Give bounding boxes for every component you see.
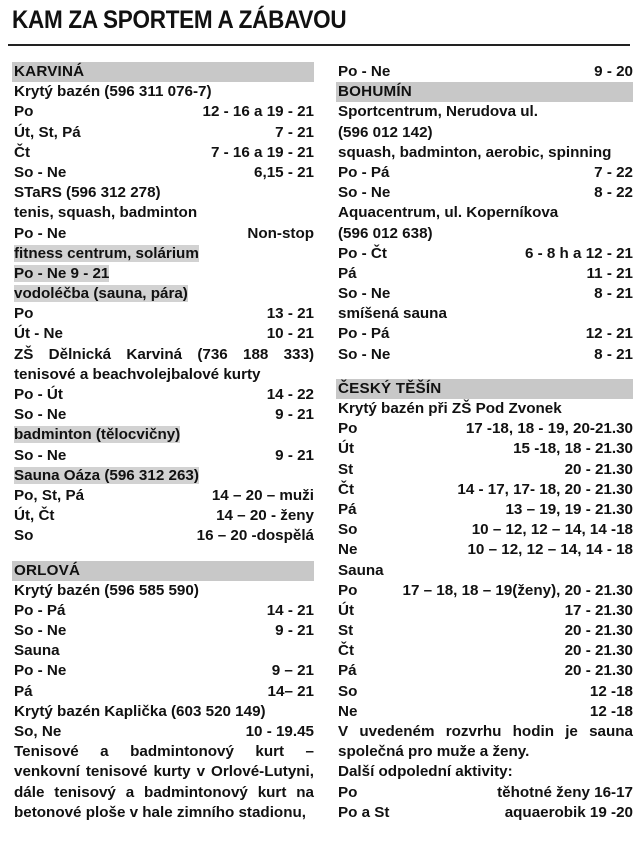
schedule-day: So - Ne	[338, 345, 391, 363]
schedule-day: Út, Čt	[14, 507, 55, 525]
schedule-time: 12 -18	[589, 702, 633, 720]
schedule-time: Non-stop	[247, 224, 314, 242]
schedule-time: 12 - 21	[585, 325, 633, 343]
schedule-row	[14, 486, 314, 506]
schedule-time: 14 - 21	[266, 601, 314, 619]
schedule-row	[338, 702, 633, 722]
schedule-row	[338, 803, 633, 823]
schedule-time: 15 -18, 18 - 21.30	[513, 440, 633, 458]
schedule-row	[338, 540, 633, 560]
schedule-row	[14, 123, 314, 143]
schedule-time: 9 – 21	[271, 662, 314, 680]
schedule-row	[14, 102, 314, 122]
schedule-time: těhotné ženy 16-17	[497, 783, 633, 801]
schedule-time: 8 - 21	[594, 285, 633, 303]
schedule-time: 8 - 22	[594, 184, 633, 202]
schedule-list	[338, 419, 633, 560]
schedule-list	[14, 722, 314, 742]
schedule-row	[338, 419, 633, 439]
schedule-row	[14, 324, 314, 344]
schedule-day: Út - Ne	[14, 325, 63, 343]
venue-name: Sauna	[14, 642, 60, 660]
schedule-list	[338, 783, 633, 823]
schedule-row	[338, 520, 633, 540]
title-divider	[8, 44, 630, 46]
schedule-day: Pá	[338, 662, 357, 680]
venue-name: Sportcentrum, Nerudova ul.	[338, 103, 538, 121]
schedule-time: 6,15 - 21	[254, 163, 314, 181]
schedule-day: Po	[338, 783, 358, 801]
schedule-row	[14, 526, 314, 546]
schedule-row	[338, 62, 633, 82]
schedule-row	[14, 661, 314, 681]
schedule-row	[338, 621, 633, 641]
schedule-day: Po	[338, 581, 358, 599]
schedule-time: aquaerobik 19 -20	[504, 803, 633, 821]
schedule-list	[338, 244, 633, 305]
page-title: KAM ZA SPORTEM A ZÁBAVOU	[12, 6, 347, 34]
venue-name: badminton (tělocvičny)	[14, 426, 181, 444]
venue-name: vodoléčba (sauna, pára)	[14, 285, 188, 303]
schedule-day: St	[338, 622, 354, 640]
schedule-day: Pá	[338, 500, 357, 518]
section-heading-cesky-tesin: ČESKÝ TĚŠÍN	[336, 379, 633, 399]
schedule-day: Po	[338, 420, 358, 438]
schedule-day: So - Ne	[338, 285, 391, 303]
schedule-row	[338, 324, 633, 344]
schedule-row	[14, 385, 314, 405]
schedule-time: 11 - 21	[586, 264, 633, 282]
schedule-list	[14, 304, 314, 344]
schedule-row	[14, 601, 314, 621]
schedule-day: Po	[14, 305, 34, 323]
schedule-day: Po	[14, 103, 34, 121]
venue-name: Krytý bazén při ZŠ Pod Zvonek	[338, 400, 562, 417]
schedule-time: 13 – 19, 19 - 21.30	[505, 500, 633, 518]
schedule-day: Út	[338, 440, 355, 458]
schedule-time: 10 – 12, 12 – 14, 14 - 18	[467, 541, 633, 559]
schedule-time: 9 - 21	[275, 406, 314, 424]
schedule-row	[338, 682, 633, 702]
schedule-row	[338, 264, 633, 284]
schedule-time: 13 - 21	[266, 305, 314, 323]
schedule-time: 12 - 16 a 19 - 21	[202, 103, 314, 121]
schedule-day: Po - Ne	[338, 63, 391, 80]
venue-name: STaRS (596 312 278)	[14, 184, 161, 202]
schedule-row	[14, 405, 314, 425]
schedule-list	[14, 385, 314, 425]
venue-name: Krytý bazén (596 311 076-7)	[14, 83, 212, 101]
schedule-day: Po a St	[338, 803, 390, 821]
venue-description: squash, badminton, aerobic, spinning	[338, 143, 612, 161]
schedule-row	[14, 621, 314, 641]
schedule-list	[14, 601, 314, 641]
schedule-time: 12 -18	[589, 682, 633, 700]
schedule-time: 20 - 21.30	[564, 642, 633, 660]
schedule-time: 16 – 20 -dospělá	[196, 527, 314, 545]
schedule-time: 10 - 21	[266, 325, 314, 343]
schedule-day: Čt	[14, 143, 31, 161]
venue-note: Tenisové a badmintonový kurt – venkovní tenisové kurty v Orlové-Lutyni, dále tenisový a badmintonový kurt na betonové ploše v hale zimního stadionu,	[14, 743, 314, 821]
schedule-time: 17 -18, 18 - 19, 20-21.30	[465, 420, 633, 438]
venue-name: Krytý bazén Kaplička (603 520 149)	[14, 702, 266, 720]
venue-name: Sauna Oáza (596 312 263)	[14, 466, 199, 484]
venue-name: Krytý bazén (596 585 590)	[14, 581, 199, 599]
schedule-row	[14, 304, 314, 324]
schedule-row	[338, 244, 633, 264]
schedule-row	[14, 682, 314, 702]
schedule-day: Ne	[338, 702, 358, 720]
schedule-list	[14, 446, 314, 466]
section-heading-karvina: KARVINÁ	[12, 62, 314, 82]
schedule-row	[14, 506, 314, 526]
schedule-time: 9 - 20	[594, 63, 633, 80]
schedule-row	[338, 439, 633, 459]
schedule-time: 8 - 21	[594, 345, 633, 363]
schedule-time: 14 - 22	[266, 386, 314, 404]
schedule-row	[338, 284, 633, 304]
schedule-row	[14, 446, 314, 466]
schedule-day: Po - Pá	[338, 163, 390, 181]
schedule-row	[338, 783, 633, 803]
schedule-day: Čt	[338, 642, 355, 660]
schedule-day: So - Ne	[14, 446, 67, 464]
schedule-row	[338, 480, 633, 500]
schedule-day: Po, St, Pá	[14, 486, 85, 504]
schedule-time: 10 - 19.45	[245, 723, 314, 741]
schedule-time: 20 - 21.30	[564, 460, 633, 478]
schedule-time: 20 - 21.30	[564, 622, 633, 640]
schedule-day: Čt	[338, 480, 355, 498]
schedule-list	[14, 224, 314, 244]
schedule-list	[338, 163, 633, 203]
schedule-list	[14, 102, 314, 183]
left-column	[14, 62, 314, 823]
schedule-time: 9 - 21	[275, 446, 314, 464]
schedule-time: 6 - 8 h a 12 - 21	[524, 244, 633, 262]
venue-name: Další odpolední aktivity:	[338, 763, 513, 781]
schedule-day: Po - Ne	[14, 662, 67, 680]
schedule-list	[14, 661, 314, 701]
schedule-day: So	[14, 527, 34, 545]
venue-name: Aquacentrum, ul. Koperníkova	[338, 204, 559, 222]
schedule-day: So, Ne	[14, 723, 62, 741]
schedule-row	[14, 224, 314, 244]
schedule-time: 14 – 20 - ženy	[216, 507, 314, 525]
schedule-day: So - Ne	[14, 406, 67, 424]
schedule-time: 14– 21	[267, 682, 314, 700]
schedule-day: Po - Pá	[14, 601, 66, 619]
venue-name: smíšená sauna	[338, 305, 447, 323]
schedule-time: 20 - 21.30	[564, 662, 633, 680]
venue-phone: (596 012 142)	[338, 123, 433, 141]
venue-name: fitness centrum, solárium	[14, 244, 199, 262]
section-heading-bohumin: BOHUMÍN	[336, 82, 633, 102]
schedule-row	[338, 601, 633, 621]
schedule-row	[338, 661, 633, 681]
schedule-day: Po - Út	[14, 386, 63, 404]
schedule-list	[338, 581, 633, 722]
right-column	[338, 62, 633, 823]
schedule-row	[14, 143, 314, 163]
schedule-row: Po - Ne 9 - 21	[14, 264, 110, 282]
schedule-time: 7 - 22	[594, 163, 633, 181]
schedule-time: 14 – 20 – muži	[211, 486, 314, 504]
schedule-list	[14, 486, 314, 547]
venue-phone: (596 012 638)	[338, 224, 433, 242]
schedule-row	[338, 641, 633, 661]
schedule-day: Po - Čt	[338, 244, 387, 262]
venue-description: tenis, squash, badminton	[14, 204, 198, 222]
schedule-list	[338, 324, 633, 364]
schedule-day: So - Ne	[338, 184, 391, 202]
schedule-row	[338, 581, 633, 601]
schedule-row	[14, 163, 314, 183]
schedule-row	[338, 183, 633, 203]
schedule-day: Ne	[338, 541, 358, 559]
schedule-row	[338, 500, 633, 520]
schedule-day: Po - Ne	[14, 224, 67, 242]
schedule-time: 14 - 17, 17- 18, 20 - 21.30	[457, 480, 633, 498]
schedule-time: 17 - 21.30	[564, 601, 633, 619]
schedule-row	[338, 460, 633, 480]
schedule-time: 17 – 18, 18 – 19(ženy), 20 - 21.30	[402, 581, 633, 599]
schedule-time: 7 - 16 a 19 - 21	[210, 143, 314, 161]
schedule-time: 10 – 12, 12 – 14, 14 -18	[471, 521, 633, 539]
schedule-day: Pá	[14, 682, 33, 700]
schedule-time: 9 - 21	[275, 622, 314, 640]
schedule-row	[338, 163, 633, 183]
section-heading-orlova: ORLOVÁ	[12, 561, 314, 581]
schedule-day: Po - Pá	[338, 325, 390, 343]
schedule-day: So	[338, 682, 358, 700]
schedule-day: Pá	[338, 264, 357, 282]
venue-name: ZŠ Dělnická Karviná (736 188 333) tenisové a beachvolejbalové kurty	[14, 345, 314, 383]
schedule-row	[14, 722, 314, 742]
schedule-day: St	[338, 460, 354, 478]
venue-name: Sauna	[338, 561, 384, 579]
schedule-day: Út	[338, 601, 355, 619]
schedule-day: Út, St, Pá	[14, 123, 81, 141]
schedule-day: So	[338, 521, 358, 539]
schedule-row	[338, 345, 633, 365]
schedule-time: 7 - 21	[275, 123, 314, 141]
schedule-day: So - Ne	[14, 622, 67, 640]
venue-note: V uvedeném rozvrhu hodin je sauna společná pro muže a ženy.	[338, 723, 633, 761]
schedule-day: So - Ne	[14, 163, 67, 181]
